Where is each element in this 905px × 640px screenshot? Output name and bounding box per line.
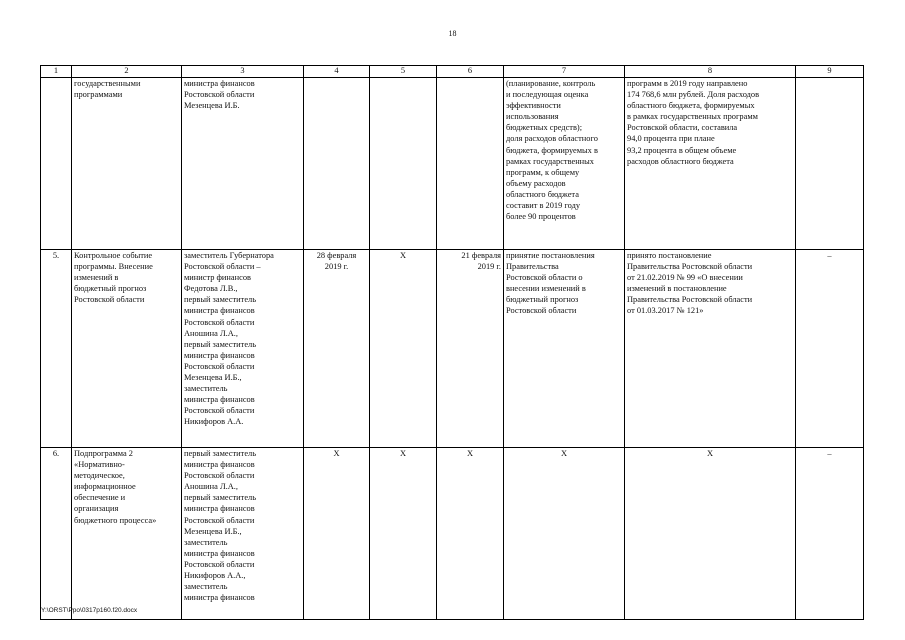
column-9-cell: – <box>796 448 864 620</box>
cell-text-line: Х <box>333 449 340 458</box>
cell-text-line: программами <box>74 90 123 100</box>
cell-text-line: 93,2 процента в общем объеме <box>627 145 737 155</box>
cell-text-line: 21 февраля <box>461 251 501 260</box>
cell-text-line: 28 февраля <box>316 251 357 260</box>
fact-date-cell <box>437 250 504 448</box>
cell-text-line: Контрольное событие <box>74 251 153 260</box>
event-name-cell <box>72 448 182 620</box>
column-5-cell: Х <box>370 250 437 448</box>
responsible-cell <box>182 448 304 620</box>
plan-date-cell <box>304 78 370 250</box>
cell-text-line: от 01.03.2017 № 121» <box>627 306 704 316</box>
cell-text-line: первый заместитель <box>184 449 257 458</box>
cell-text-line: 174 768,6 млн рублей. Доля расходов <box>627 90 760 100</box>
cell-text-line: объему расходов <box>506 178 566 188</box>
cell-text-line: Ростовской области, составила <box>627 123 738 133</box>
cell-text-line: методическое, <box>74 471 125 481</box>
cell-text-line: Правительства <box>506 262 559 272</box>
cell-text-line: министра финансов <box>184 548 255 558</box>
cell-text-line: доля расходов областного <box>506 134 598 144</box>
col-header-7: 7 <box>504 66 625 78</box>
cell-text-line: министр финансов <box>184 273 251 283</box>
cell-text-line: изменений в <box>74 273 119 283</box>
table-row <box>41 448 864 620</box>
cell-text-line: от 21.02.2019 № 99 «О внесении <box>627 273 743 283</box>
cell-text-line: Аношина Л.А., <box>184 328 238 338</box>
page-number: 18 <box>448 29 457 38</box>
cell-text-line: заместитель <box>184 537 228 547</box>
cell-text-line: министра финансов <box>184 350 255 360</box>
table-header-row <box>41 66 864 78</box>
plan-date-cell <box>304 448 370 620</box>
plan-date-cell <box>304 250 370 448</box>
cell-text-line: первый заместитель <box>184 295 257 305</box>
cell-text-line: бюджетного процесса» <box>74 515 157 525</box>
cell-text-line: Ростовской области <box>506 306 577 316</box>
cell-text-line: министра финансов <box>184 504 255 514</box>
cell-text-line: министра финансов <box>184 395 255 405</box>
cell-text-line: расходов областного бюджета <box>627 156 734 166</box>
cell-text-line: министра финансов <box>184 460 255 470</box>
fact-date-cell <box>437 78 504 250</box>
responsible-cell <box>182 78 304 250</box>
column-5-cell: Х <box>370 448 437 620</box>
table-row <box>41 250 864 448</box>
event-name-cell <box>72 78 182 250</box>
cell-text-line: Ростовской области <box>184 317 255 327</box>
cell-text-line: обеспечение и <box>74 493 126 503</box>
cell-text-line: более 90 процентов <box>506 212 576 222</box>
cell-text-line: изменений в постановление <box>627 284 727 294</box>
cell-text-line: и последующая оценка <box>506 90 589 100</box>
cell-text-line: Ростовской области о <box>506 273 583 283</box>
col-header-8: 8 <box>625 66 796 78</box>
cell-text-line: министра финансов <box>184 306 255 316</box>
column-9-cell <box>796 78 864 250</box>
cell-text-line: бюджетный прогноз <box>506 295 579 305</box>
cell-text-line: бюджетный прогноз <box>74 284 147 294</box>
cell-text-line: Правительства Ростовской области <box>627 295 753 305</box>
cell-text-line: областного бюджета, формируемых <box>627 101 755 111</box>
actual-result-cell <box>625 78 796 250</box>
cell-text-line: Федотова Л.В., <box>184 284 238 294</box>
cell-text-line: рамках государственных <box>506 156 594 166</box>
column-9-cell: – <box>796 250 864 448</box>
cell-text-line: бюджета, формируемых в <box>506 145 598 155</box>
file-path-footer: Y:\ORST\Ppo\0317p160.f20.docx <box>41 607 138 614</box>
expected-result-cell <box>504 78 625 250</box>
event-name-cell <box>72 250 182 448</box>
cell-text-line: Ростовской области <box>184 361 255 371</box>
cell-text-line: принято постановление <box>627 251 712 260</box>
cell-text-line: Х <box>466 449 474 458</box>
cell-text-line: (планирование, контроль <box>506 79 596 88</box>
actual-result-cell <box>625 448 796 620</box>
cell-text-line: заместитель <box>184 384 228 394</box>
cell-text-line: первый заместитель <box>184 339 257 349</box>
cell-text-line: организация <box>74 504 119 514</box>
row-number-cell: 5. <box>41 250 72 448</box>
column-5-cell <box>370 78 437 250</box>
cell-text-line: Ростовской области <box>184 515 255 525</box>
cell-text-line: программ, к общему <box>506 167 580 177</box>
actual-result-cell <box>625 250 796 448</box>
cell-text-line: информационное <box>74 482 136 492</box>
table-row <box>41 78 864 250</box>
cell-text-line: Ростовской области <box>74 295 145 305</box>
cell-text-line: первый заместитель <box>184 493 257 503</box>
cell-text-line: 2019 г. <box>324 262 349 272</box>
cell-text-line: Подпрограмма 2 <box>74 449 133 458</box>
cell-text-line: Мезенцева И.Б. <box>184 101 240 111</box>
cell-text-line: 2019 г. <box>477 262 501 272</box>
report-table <box>40 65 864 620</box>
col-header-3: 3 <box>182 66 304 78</box>
col-header-1: 1 <box>41 66 72 78</box>
cell-text-line: Ростовской области <box>184 559 255 569</box>
cell-text-line: областного бюджета <box>506 189 579 199</box>
col-header-2: 2 <box>72 66 182 78</box>
cell-text-line: министра финансов <box>184 593 255 603</box>
cell-text-line: составит в 2019 году <box>506 201 581 211</box>
cell-text-line: заместитель <box>184 582 228 592</box>
cell-text-line: программ в 2019 году направлено <box>627 79 748 88</box>
cell-text-line: принятие постановления <box>506 251 595 260</box>
cell-text-line: министра финансов <box>184 79 255 88</box>
cell-text-line: эффективности <box>506 101 561 111</box>
cell-text-line: 94,0 процента при плане <box>627 134 715 144</box>
cell-text-line: Ростовской области <box>184 90 255 100</box>
cell-text-line: Мезенцева И.Б., <box>184 373 242 383</box>
cell-text-line: Никифоров А.А. <box>184 417 244 427</box>
cell-text-line: заместитель Губернатора <box>184 251 274 260</box>
cell-text-line: «Нормативно- <box>74 460 125 470</box>
cell-text-line: Ростовской области <box>184 406 255 416</box>
responsible-cell <box>182 250 304 448</box>
cell-text-line: Аношина Л.А., <box>184 482 238 492</box>
cell-text-line: Никифоров А.А., <box>184 571 246 581</box>
expected-result-cell <box>504 448 625 620</box>
cell-text-line: бюджетных средств); <box>506 123 583 133</box>
row-number-cell <box>41 78 72 250</box>
cell-text-line: внесении изменений в <box>506 284 586 294</box>
cell-text-line: Мезенцева И.Б., <box>184 526 242 536</box>
fact-date-cell <box>437 448 504 620</box>
cell-text-line: Х <box>560 449 568 458</box>
cell-text-line: в рамках государственных программ <box>627 112 758 122</box>
cell-text-line: программы. Внесение <box>74 262 153 272</box>
col-header-4: 4 <box>304 66 370 78</box>
cell-text-line: использования <box>506 112 559 122</box>
col-header-9: 9 <box>796 66 864 78</box>
col-header-5: 5 <box>370 66 437 78</box>
col-header-6: 6 <box>437 66 504 78</box>
cell-text-line: Правительства Ростовской области <box>627 262 753 272</box>
row-number-cell: 6. <box>41 448 72 620</box>
cell-text-line: Ростовской области – <box>184 262 261 272</box>
cell-text-line: Ростовской области <box>184 471 255 481</box>
expected-result-cell <box>504 250 625 448</box>
cell-text-line: Х <box>706 449 714 458</box>
cell-text-line: государственными <box>74 79 141 88</box>
